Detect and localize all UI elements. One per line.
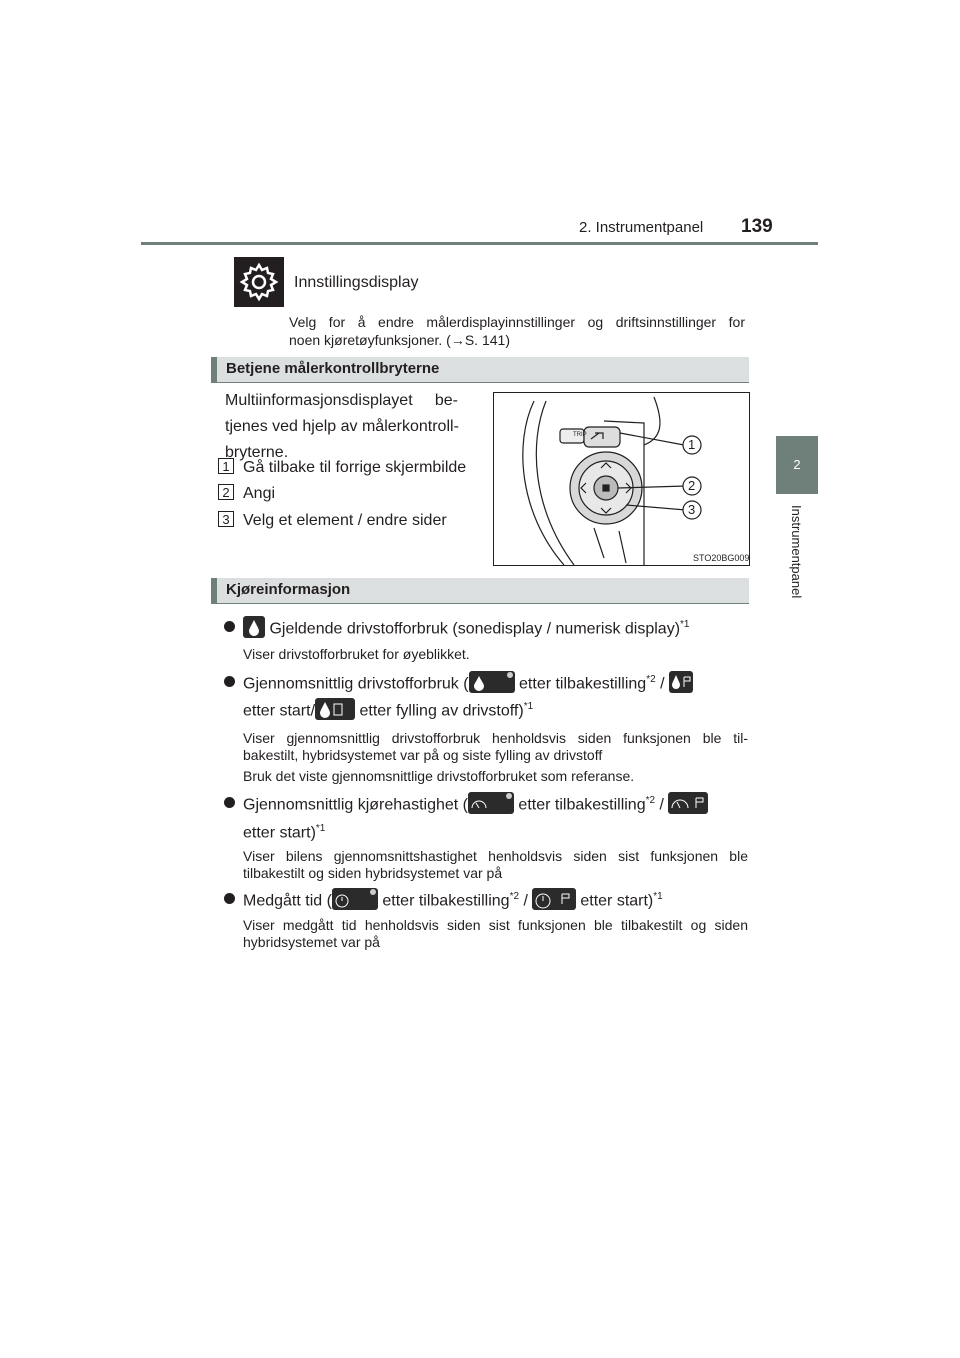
gear-icon <box>234 257 284 307</box>
section-header-controls: Betjene målerkontrollbryterne <box>211 357 749 383</box>
list-item: Gå tilbake til forrige skjermbilde <box>243 459 467 476</box>
trip-button-label: TRIP <box>573 432 587 438</box>
bullet-current-fuel: Gjeldende drivstofforbruk (sonedisplay / numerisk display)$^{*1}$ <box>224 611 689 643</box>
bullet-dot <box>224 797 235 808</box>
bullet-avg-speed-line2: etter start)$^{*1}$ <box>243 823 326 842</box>
intro-line2: tjenes ved hjelp av målerkontroll- <box>225 418 459 435</box>
fuel-reset-icon <box>469 671 515 693</box>
desc-avg-speed-2: tilbakestilt og siden hybridsystemet var på <box>243 865 503 881</box>
bullet-dot <box>224 893 235 904</box>
speed-start-icon <box>668 792 708 814</box>
desc-avg-fuel-2: bakestilt, hybridsystemet var på og siste fylling av drivstoff <box>243 747 603 763</box>
bullet-elapsed-time: Medgått tid ( etter tilbakestilling$^{*2}$ / etter start)$^{*1}$ <box>224 883 663 915</box>
bullet-avg-fuel: Gjennomsnittlig drivstofforbruk ( etter tilbakestilling$^{*2}$ / <box>224 666 748 698</box>
bullet-dot <box>224 676 235 687</box>
fuel-refill-icon <box>315 698 355 720</box>
fuel-start-icon <box>669 671 693 693</box>
header-rule <box>141 242 818 245</box>
list-item: Angi <box>243 485 276 502</box>
figure-callout-1: 1 <box>688 437 696 452</box>
bullet-avg-fuel-line2: etter start/ etter fylling av drivstoff)$^{*1}$ <box>243 693 533 725</box>
intro-line1: Multiinformasjonsdisplayet be- <box>225 392 458 409</box>
section-title: 2. Instrumentpanel <box>579 219 704 236</box>
desc-avg-speed-1: Viser bilens gjennomsnittshastighet henholdsvis siden sist funksjonen ble <box>243 848 748 864</box>
callout-number: 2 <box>218 484 234 500</box>
list-item: Velg et element / endre sider <box>243 512 447 529</box>
intro-line3: bryterne. <box>225 444 289 461</box>
figure-callout-3: 3 <box>688 502 696 517</box>
page-number: 139 <box>741 216 773 237</box>
desc-elapsed-2: hybridsystemet var på <box>243 934 380 950</box>
section-header-driving-info: Kjøreinformasjon <box>211 578 749 604</box>
callout-number: 1 <box>218 458 234 474</box>
desc-avg-fuel-3: Bruk det viste gjennomsnittlige drivstofforbruket som referanse. <box>243 768 635 784</box>
figure-code: STO20BG009 <box>693 553 750 563</box>
settings-desc-line2: noen kjøretøyfunksjoner. (→S. 141) <box>289 332 510 348</box>
desc-elapsed-1: Viser medgått tid henholdsvis siden sist funksjonen ble tilbakestilt og siden <box>243 917 748 933</box>
desc-current-fuel: Viser drivstofforbruket for øyeblikket. <box>243 646 470 662</box>
steering-switch-figure <box>493 392 750 566</box>
chapter-label: Instrumentpanel <box>789 505 804 599</box>
speed-reset-icon <box>468 792 514 814</box>
callout-number: 3 <box>218 511 234 527</box>
figure-callout-2: 2 <box>688 478 696 493</box>
settings-title: Innstillingsdisplay <box>294 274 419 291</box>
stopwatch-start-icon <box>532 888 576 910</box>
steering-switch-drawing <box>494 393 750 566</box>
desc-avg-fuel-1: Viser gjennomsnittlig drivstofforbruk henholdsvis siden funksjonen ble til- <box>243 730 748 746</box>
settings-desc-line1: Velg for å endre målerdisplayinnstillinger og driftsinnstillinger for <box>289 314 745 330</box>
chapter-tab: 2 <box>776 436 818 494</box>
stopwatch-reset-icon <box>332 888 378 910</box>
bullet-dot <box>224 621 235 632</box>
fuel-drop-icon <box>243 616 265 638</box>
bullet-avg-speed: Gjennomsnittlig kjørehastighet ( etter tilbakestilling$^{*2}$ / <box>224 787 708 819</box>
